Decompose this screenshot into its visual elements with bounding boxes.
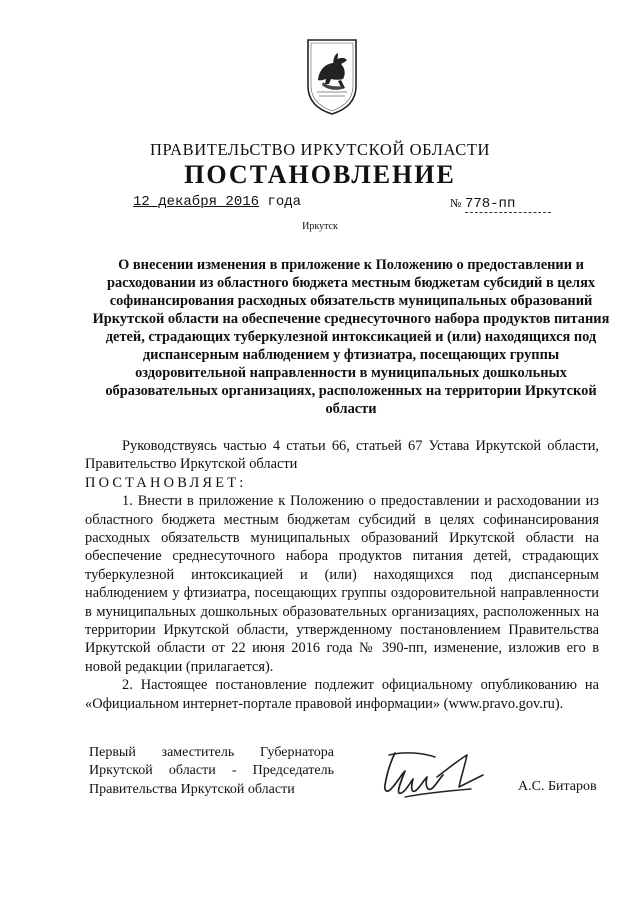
position-line-3: Правительства Иркутской области (89, 781, 295, 797)
position-line-1: Первый заместитель Губернатора (89, 745, 334, 760)
number-value: 778-пп (465, 196, 551, 213)
preamble-paragraph: Руководствуясь частью 4 статьи 66, статьей 67 Устава Иркутской области, Правительство Иркутской области (85, 438, 599, 473)
signer-name: А.С. Битаров (518, 779, 597, 794)
position-line-2: Иркутской области - Председатель (89, 763, 334, 779)
document-body (85, 437, 599, 713)
coat-of-arms-icon (305, 36, 359, 116)
item-1-paragraph: 1. Внести в приложение к Положению о предоставлении и расходовании из областного бюджета местным бюджетам субсидий в целях софинансирования расходных обязательств муниципальных образований Иркутской области на обеспечение среднесуточного набора продуктов питания детей, страдающих туберкулезной интоксикацией и (или) находящихся под диспансерным наблюдением у фтизиатра, посещающих группы оздоровительной направленности в муниципальных дошкольных образовательных организациях, расположенных на территории Иркутской области, утвержденному постановлением Правительства Иркутской области от 22 июня 2016 года № 390-пп, изменение, изложив его в новой редакции (прилагается). (85, 493, 599, 675)
date-suffix: года (267, 194, 302, 210)
date-value: 12 декабря 2016 (133, 194, 260, 210)
signatory-position (89, 744, 334, 799)
city-name: Иркутск (302, 221, 338, 232)
document-date (133, 194, 301, 210)
document-number (450, 196, 551, 213)
organization-name: ПРАВИТЕЛЬСТВО ИРКУТСКОЙ ОБЛАСТИ (149, 140, 491, 159)
document-type: ПОСТАНОВЛЕНИЕ (184, 160, 456, 189)
item-2-paragraph: 2. Настоящее постановление подлежит официальному опубликованию на «Официальном интернет-портале правовой информации» (www.pravo.gov.ru). (85, 677, 599, 712)
document-title: О внесении изменения в приложение к Положению о предоставлении и расходовании из областного бюджета местным бюджетам субсидий в целях софинансирования расходных обязательств муниципальных образований Иркутской области на обеспечение среднесуточного набора продуктов питания детей, страдающих туберкулезной интоксикацией и (или) находящихся под диспансерным наблюдением у фтизиатра, посещающих группы оздоровительной направленности в муниципальных дошкольных образовательных организациях, расположенных на территории Иркутской области (92, 257, 610, 417)
number-sign: № (450, 196, 462, 210)
handwritten-signature-icon (375, 747, 485, 803)
resolves-heading: ПОСТАНОВЛЯЕТ: (85, 474, 247, 491)
